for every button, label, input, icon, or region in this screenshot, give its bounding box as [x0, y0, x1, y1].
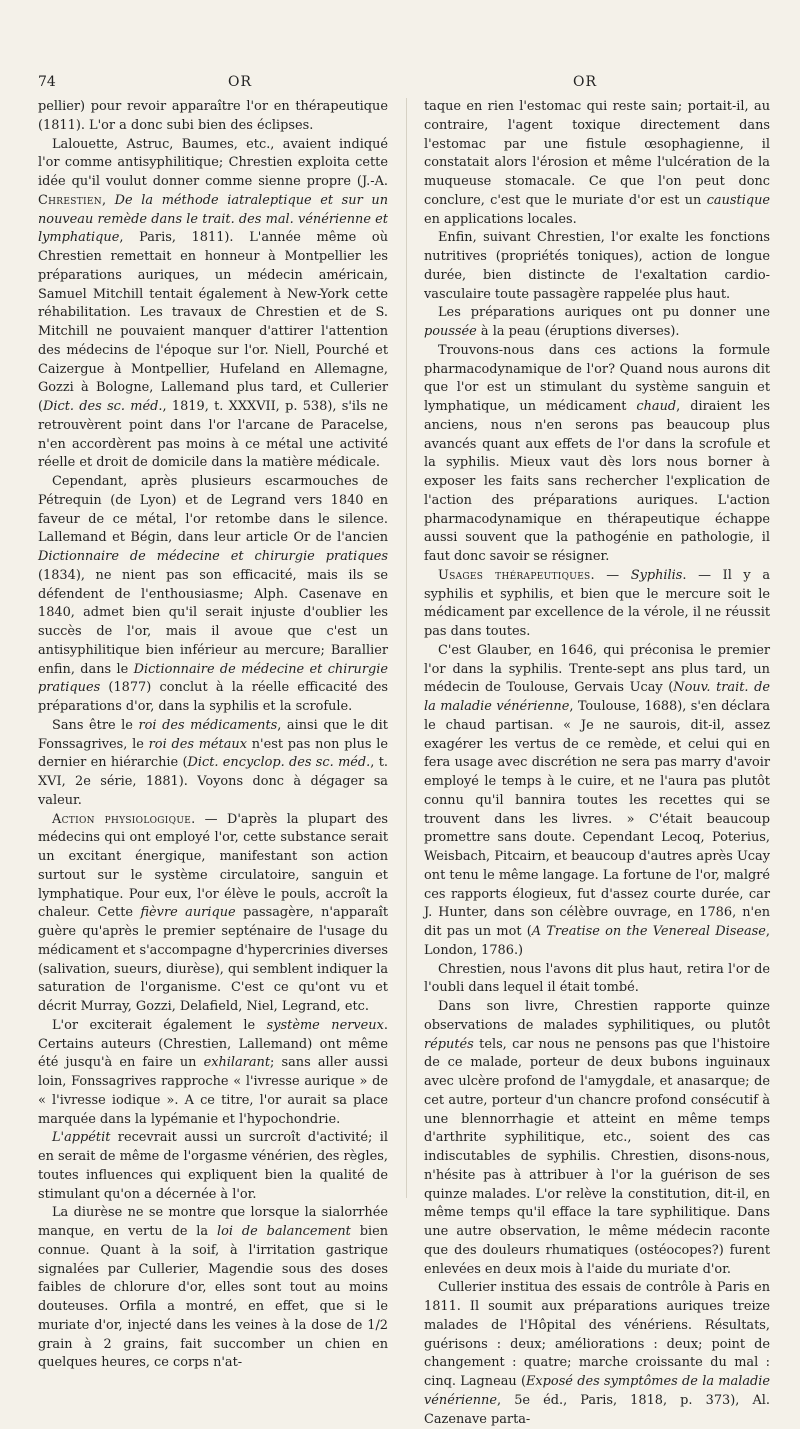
paragraph: Chrestien, nous l'avons dit plus haut, retira l'or de l'oubli dans lequel il était tombé.	[424, 961, 770, 996]
paragraph	[38, 136, 388, 474]
italic-reference: roi des métaux	[148, 736, 247, 752]
paragraph	[424, 342, 770, 567]
text-run: Dans son livre, Chrestien rapporte quinze observations de malades syphilitiques, ou plutôt	[424, 999, 770, 1033]
paragraph	[38, 717, 388, 811]
paragraph	[424, 1279, 770, 1429]
text-run: Cependant, après plusieurs escarmouches de Pétrequin (de Lyon) et de Legrand vers 1840 en faveur de ce métal, l'or retombe dans le silence. Lallemand et Bégin, dans leur article Or de l'ancien	[38, 474, 388, 546]
paragraph	[38, 1129, 388, 1204]
text-run: bien connue. Quant à la soif, à l'irritation gastrique signalées par Cullerier, Magendie sous des doses faibles de chlorure d'or, elles sont tout au moins douteuses. Orfila a montré, en effet, que si le muriate d'or, injecté dans les veines à la dose de 1/2 grain à 2 grains, fait succomber un chien en quelques heures, ce corps n'at-	[38, 1224, 388, 1371]
small-caps-heading: Action physiologique	[52, 811, 192, 827]
paragraph	[38, 1204, 388, 1373]
italic-reference: réputés	[424, 1036, 474, 1052]
paragraph	[424, 998, 770, 1279]
paragraph	[424, 567, 770, 642]
column-divider	[406, 98, 407, 1198]
italic-reference: roi des médicaments	[138, 717, 278, 733]
italic-reference: fièvre aurique	[140, 905, 236, 921]
italic-reference: système nerveux	[266, 1017, 384, 1033]
paragraph: pellier) pour revoir apparaître l'or en thérapeutique (1811). L'or a donc subi bien des éclipses.	[38, 99, 388, 133]
left-column	[38, 98, 388, 1371]
text-run: , Toulouse, 1688), s'en déclara le chaud partisan. « Je ne saurois, dit-il, assez exagérer les vertus de ce remède, et celui qui en fera usage avec discrétion ne sera pas marry d'avoir employé le temps à le cuire, et ne l'aura pas plutôt connu qu'il bannira toutes les recettes qui se trouvent dans les livres. » C'était beaucoup promettre sans doute. Cependant Lecoq, Poterius, Weisbach, Pitcairn, et beaucoup d'autres après Ucay ont tenu le même langage. La fortune de l'or, malgré ces rapports élogieux, fut d'assez courte durée, car J. Hunter, dans son célèbre ouvrage, en 1786, n'en dit pas un mot (	[424, 699, 770, 939]
paragraph: Enfin, suivant Chrestien, l'or exalte les fonctions nutritives (propriétés toniques), action de longue durée, bien distincte de l'exaltation cardio-vasculaire toute passagère rappelée plus haut.	[424, 230, 770, 302]
text-run: , London, 1786.)	[424, 924, 770, 958]
italic-reference: De la méthode iatraleptique et sur un nouveau remède dans le trait. des mal. vénérienne et lymphatique	[38, 192, 388, 246]
text-run: , 5e éd., Paris, 1818, p. 373), Al. Cazenave parta-	[424, 1392, 770, 1427]
text-run: en applications locales.	[424, 211, 577, 227]
running-title-left: OR	[228, 74, 253, 90]
text-run: La diurèse ne se montre que lorsque la sialorrhée manque, en vertu de la	[38, 1205, 388, 1239]
text-run: recevrait aussi un surcroît d'activité; il en serait de même de l'orgasme vénérien, des règles, toutes influences qui expliquent bien la qualité de stimulant qu'on a décernée à l'or.	[38, 1130, 388, 1202]
italic-reference: chaud	[636, 399, 677, 414]
italic-reference: caustique	[706, 192, 770, 208]
text-run: passagère, n'apparaît guère qu'après le premier septénaire de l'usage du médicament et s'accompagne d'hypercrinies diverses (salivation, sueurs, diurèse), qui semblent indiquer la saturation de l'organisme. C'est ce qu'ont vu et décrit Murray, Gozzi, Delafield, Niel, Legrand, etc.	[38, 905, 388, 1014]
text-run: Sans être le	[52, 717, 139, 733]
page-number: 74	[38, 74, 56, 90]
text-run: , Paris, 1811). L'année même où Chrestien remettait en honneur à Montpellier les préparations auriques, un médecin américain, Samuel Mitchill tentait également à New-York cette réhabilitation. Les travaux de Chrestien et de S. Mitchill ne pouvaient manquer d'attirer l'attention des médecins de l'époque sur l'or. Niell, Pourché et Caizergue à Montpellier, Hufeland en Allemagne, Gozzi à Bologne, Lallemand plus tard, et Cullerier (	[38, 230, 388, 414]
paragraph	[38, 811, 388, 1017]
text-run: . — Il y a syphilis et syphilis, et bien que le mercure soit le médicament par excellence de la vérole, il ne réussit pas dans toutes.	[424, 567, 771, 639]
text-run: Cullerier institua des essais de contrôle à Paris en 1811. Il soumit aux préparations auriques treize malades de l'Hôpital des vénériens. Résultats, guérisons : deux; améliorations : deux; point de changement : quatre; marche croissante du mal : cinq. Lagneau (	[424, 1280, 770, 1389]
small-caps-heading: Usages thérapeutiques	[438, 567, 591, 583]
text-run: , t. XVI, 2e série, 1881). Voyons donc à dégager sa valeur.	[38, 755, 388, 808]
running-header	[0, 68, 800, 92]
text-run: . —	[590, 567, 631, 583]
italic-reference: Exposé des symptômes de la maladie vénérienne	[424, 1374, 771, 1408]
text-run: , diraient les anciens, nous n'en serons pas beaucoup plus avancés quant aux effets de l'or dans la scrofule et la syphilis. Mieux vaut dès lors nous borner à exposer les faits sans rechercher l'explication de l'action des préparations auriques. L'action pharmacodynamique en thérapeutique échappe aussi souvent que la pathogénie en pathologie, il faut donc savoir se résigner.	[424, 399, 770, 564]
italic-reference: Syphilis	[630, 567, 683, 583]
text-run: tels, car nous ne pensons pas que l'histoire de ce malade, porteur de deux bubons inguinaux avec ulcère profond de l'amygdale, et anasarque; de cet autre, porteur d'un chancre profond consécutif à une blennorrhagie et atteint en même temps d'arthrite syphilitique, etc., soient des cas indiscutables de syphilis. Chrestien, disons-nous, n'hésite pas à attribuer à l'or la guérison de ses quinze malades. L'or relève la constitution, dit-il, en même temps qu'il efface la tare syphilitique. Dans une autre observation, le même médecin raconte que des douleurs rhumatiques (ostéocopes?) furent enlevées en deux mois à l'aide du muriate d'or.	[424, 1036, 770, 1277]
italic-reference: poussée	[424, 324, 477, 339]
text-run: C'est Glauber, en 1646, qui préconisa le premier l'or dans la syphilis. Trente-sept ans plus tard, un médecin de Toulouse, Gervais Ucay (	[424, 642, 770, 696]
text-run: à la peau (éruptions diverses).	[476, 324, 680, 339]
text-run: n'est pas non plus le dernier en hiérarchie (	[38, 736, 388, 771]
right-column	[424, 98, 771, 1427]
text-run: taque en rien l'estomac qui reste sain; portait-il, au contraire, l'agent toxique directement dans l'estomac par une fistule œsophagienne, il constatait alors l'érosion et même l'ulcération de la muqueuse stomacale. Ce que l'on peut donc conclure, c'est que le muriate d'or est un	[424, 99, 770, 208]
italic-reference: Dictionnaire de médecine et chirurgie pratiques	[38, 661, 388, 696]
paragraph	[424, 98, 770, 229]
text-run: (1834), ne nient pas son efficacité, mais ils se défendent de l'enthousiasme; Alph. Casenave en 1840, admet bien qu'il serait injuste d'oublier les succès de l'or, mais il avoue que c'est un antisyphilitique bien inférieur au mercure; Barallier enfin, dans le	[38, 567, 388, 677]
paragraph	[424, 642, 770, 961]
paragraph	[424, 304, 770, 342]
paragraph	[38, 473, 388, 717]
text-run: Trouvons-nous dans ces actions la formule pharmacodynamique de l'or? Quand nous aurons dit que l'or est un stimulant du système sanguin et lymphatique, un médicament	[424, 342, 770, 414]
italic-reference: L'appétit	[52, 1130, 111, 1146]
text-run: Lalouette, Astruc, Baumes, etc., avaient indiqué l'or comme antisyphilitique; Chrestien exploita cette idée qu'il voulut donner comme sienne propre (J.-A.	[38, 136, 388, 189]
italic-reference: Dict. des sc. méd.	[43, 399, 163, 414]
text-run: . Certains auteurs (Chrestien, Lallemand) ont même été jusqu'à en faire un	[38, 1017, 388, 1071]
text-run: ; sans aller aussi loin, Fonssagrives rapproche « l'ivresse aurique » de « l'ivresse iodique ». A ce titre, l'or aurait sa place marquée dans la lypémanie et l'hypochondrie.	[38, 1055, 388, 1127]
italic-reference: loi de balancement	[216, 1224, 351, 1239]
paragraph	[38, 1017, 388, 1130]
text-run: (1877) conclut à la réelle efficacité des préparations d'or, dans la syphilis et la scrofule.	[38, 680, 388, 714]
text-run: , ainsi que le dit Fonssagrives, le	[38, 717, 388, 752]
italic-reference: Dict. encyclop. des sc. méd.	[187, 755, 371, 771]
text-run: Les préparations auriques ont pu donner une	[438, 305, 770, 321]
italic-reference: A Treatise on the Venereal Disease	[531, 924, 766, 939]
text-run: . — D'après la plupart des médecins qui ont employé l'or, cette substance serait un excitant énergique, manifestant son action surtout sur le système circulatoire, sanguin et lymphatique. Pour eux, l'or élève le pouls, accroît la chaleur. Cette	[38, 811, 388, 921]
italic-reference: Dictionnaire de médecine et chirurgie pratiques	[38, 549, 388, 564]
italic-reference: Nouv. trait. de la maladie vénérienne	[424, 680, 770, 714]
running-title-right: OR	[573, 74, 598, 90]
text-run: L'or exciterait également le	[52, 1017, 267, 1033]
small-caps-heading: Chrestien	[38, 192, 102, 208]
italic-reference: exhilarant	[203, 1055, 271, 1071]
text-run: ,	[101, 192, 115, 208]
text-run: , 1819, t. XXXVII, p. 538), s'ils ne retrouvèrent point dans l'or l'arcane de Paracelse, n'en accordèrent pas moins à ce métal une activité réelle et droit de domicile dans la matière médicale.	[38, 399, 388, 471]
